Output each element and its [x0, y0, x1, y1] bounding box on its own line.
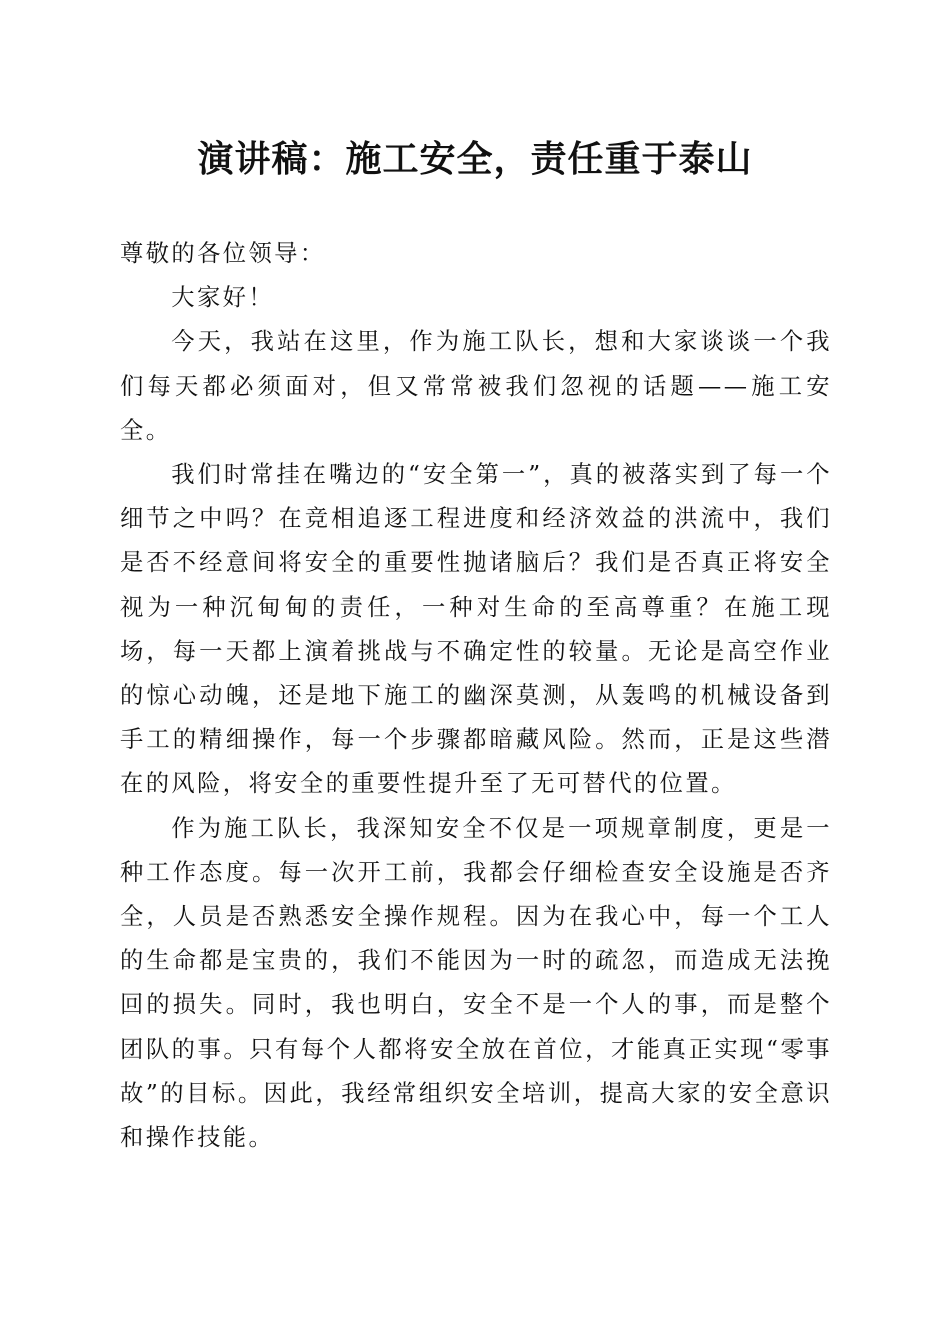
paragraph-1: 今天，我站在这里，作为施工队长，想和大家谈谈一个我们每天都必须面对，但又常常被我们忽视的话题——施工安全。 [120, 328, 832, 444]
greeting: 大家好！ [171, 284, 275, 312]
salutation: 尊敬的各位领导： [120, 240, 326, 267]
document-body [120, 232, 832, 1160]
paragraph-3: 作为施工队长，我深知安全不仅是一项规章制度，更是一种工作态度。每一次开工前，我都会仔细检查安全设施是否齐全，人员是否熟悉安全操作规程。因为在我心中，每一个工人的生命都是宝贵的，我们不能因为一时的疏忽，而造成无法挽回的损失。同时，我也明白，安全不是一个人的事，而是整个团队的事。只有每个人都将安全放在首位，才能真正实现“零事故”的目标。因此，我经常组织安全培训，提高大家的安全意识和操作技能。 [120, 814, 832, 1152]
paragraph-2: 我们时常挂在嘴边的“安全第一”，真的被落实到了每一个细节之中吗？在竞相追逐工程进度和经济效益的洪流中，我们是否不经意间将安全的重要性抛诸脑后？我们是否真正将安全视为一种沉甸甸的责任，一种对生命的至高尊重？在施工现场，每一天都上演着挑战与不确定性的较量。无论是高空作业的惊心动魄，还是地下施工的幽深莫测，从轰鸣的机械设备到手工的精细操作，每一个步骤都暗藏风险。然而，正是这些潜在的风险，将安全的重要性提升至了无可替代的位置。 [120, 461, 832, 798]
document-title: 演讲稿：施工安全，责任重于泰山 [197, 138, 753, 180]
